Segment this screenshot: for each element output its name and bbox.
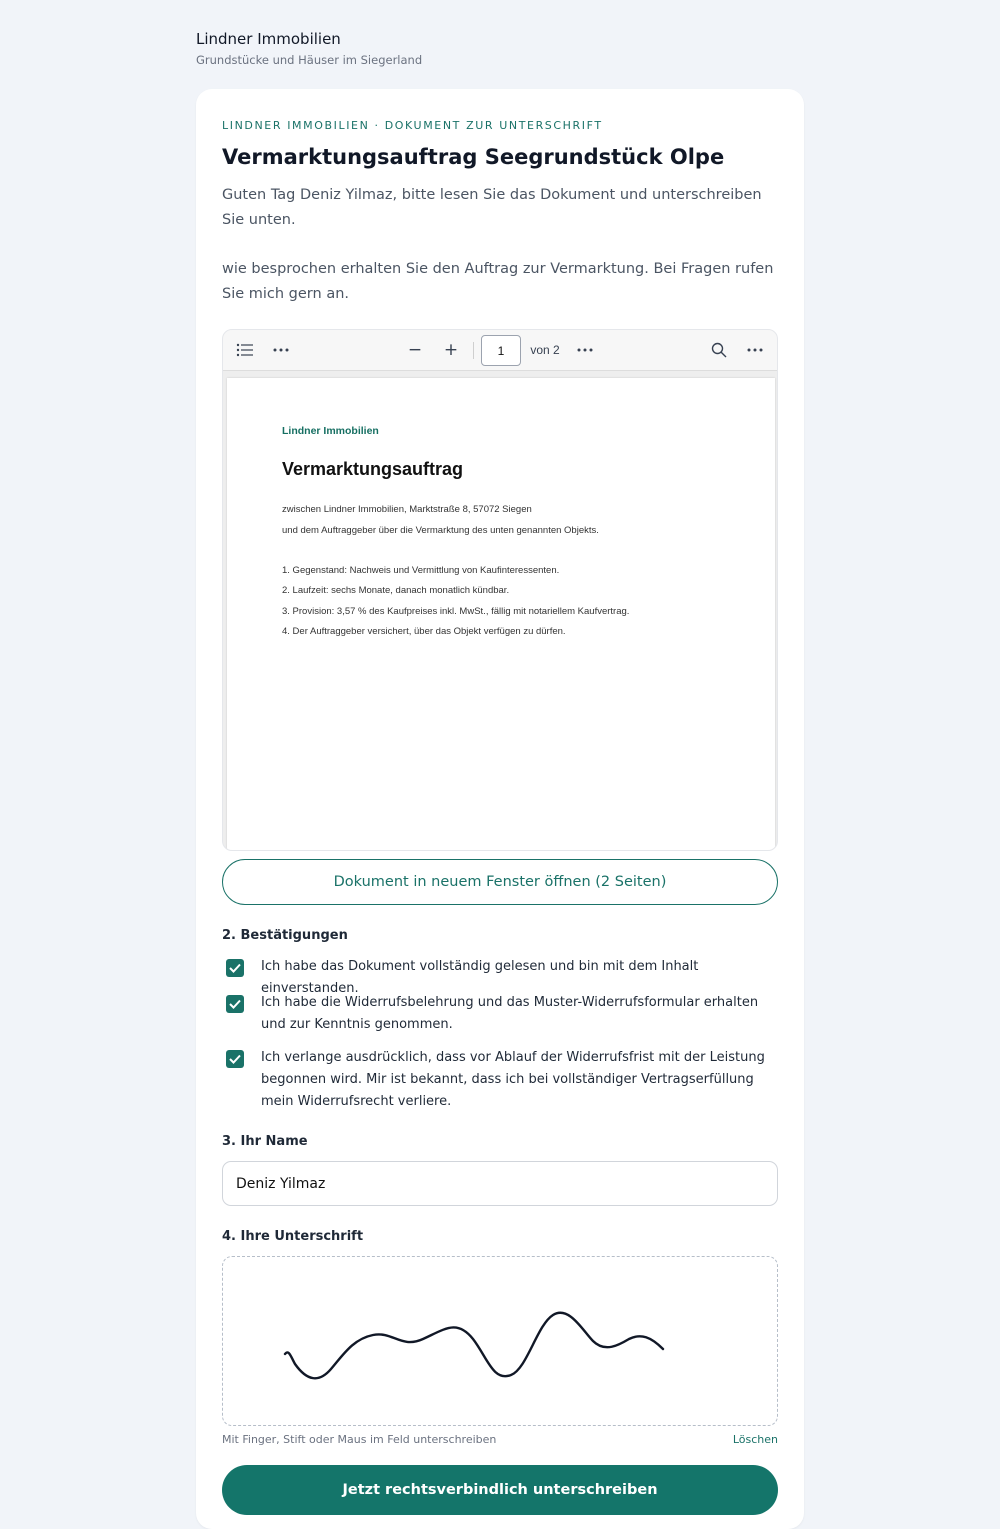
toolbar-divider bbox=[473, 342, 474, 359]
page-number-input[interactable]: 1 bbox=[481, 335, 521, 366]
name-input[interactable] bbox=[222, 1161, 778, 1206]
pdf-title: Vermarktungsauftrag bbox=[282, 459, 464, 479]
brand-tagline: Grundstücke und Häuser im Siegerland bbox=[196, 53, 423, 67]
pdf-clause: 2. Laufzeit: sechs Monate, danach monatlich kündbar. bbox=[282, 585, 510, 596]
pdf-toolbar bbox=[223, 330, 777, 371]
checkmark-icon bbox=[229, 999, 241, 1009]
pdf-parties-line: zwischen Lindner Immobilien, Marktstraße 8, 57072 Siegen bbox=[282, 504, 532, 515]
signing-card bbox=[196, 89, 804, 1529]
checkbox-checked[interactable] bbox=[226, 959, 244, 977]
signature-hint: Mit Finger, Stift oder Maus im Feld unterschreiben bbox=[222, 1433, 497, 1446]
pdf-clause: 4. Der Auftraggeber versichert, über das Objekt verfügen zu dürfen. bbox=[282, 626, 566, 637]
zoom-out-button[interactable]: − bbox=[407, 340, 423, 360]
brand-name: Lindner Immobilien bbox=[196, 30, 341, 48]
more-horizontal-icon[interactable] bbox=[739, 330, 771, 370]
pdf-parties-line: und dem Auftraggeber über die Vermarktung des unten genannten Objekts. bbox=[282, 525, 599, 536]
confirmation-label: Ich verlange ausdrücklich, dass vor Ablauf der Widerrufsfrist mit der Leistung begonnen wird. Mir ist bekannt, dass ich bei vollständiger Vertragserfüllung mein Widerrufsrecht verliere. bbox=[261, 1050, 765, 1109]
pdf-clause: 1. Gegenstand: Nachweis und Vermittlung von Kaufinteressenten. bbox=[282, 565, 560, 576]
confirmation-label: Ich habe die Widerrufsbelehrung und das Muster-Widerrufsformular erhalten und zur Kenntnis genommen. bbox=[261, 995, 759, 1032]
pdf-page bbox=[227, 378, 775, 851]
intro-text: Guten Tag Deniz Yilmaz, bitte lesen Sie das Dokument und unterschreiben Sie unten. bbox=[222, 187, 762, 228]
confirmation-label: Ich habe das Dokument vollständig gelesen und bin mit dem Inhalt einverstanden. bbox=[261, 959, 699, 996]
checkmark-icon bbox=[229, 963, 241, 973]
name-heading: 3. Ihr Name bbox=[222, 1134, 308, 1149]
more-horizontal-icon[interactable] bbox=[265, 330, 297, 370]
open-document-button[interactable]: Dokument in neuem Fenster öffnen (2 Seiten) bbox=[222, 859, 778, 905]
checkbox-checked[interactable] bbox=[226, 1050, 244, 1068]
card-eyebrow: LINDNER IMMOBILIEN · DOKUMENT ZUR UNTERSCHRIFT bbox=[222, 119, 603, 132]
signature-pad[interactable] bbox=[222, 1256, 778, 1426]
sender-message: wie besprochen erhalten Sie den Auftrag zur Vermarktung. Bei Fragen rufen Sie mich gern an. bbox=[222, 261, 774, 302]
list-icon[interactable] bbox=[229, 330, 261, 370]
search-icon[interactable] bbox=[703, 330, 735, 370]
clear-signature-link[interactable]: Löschen bbox=[732, 1433, 778, 1446]
signature-heading: 4. Ihre Unterschrift bbox=[222, 1229, 364, 1244]
pdf-viewer bbox=[222, 329, 778, 851]
signature-stroke bbox=[223, 1257, 779, 1427]
zoom-in-button[interactable]: + bbox=[443, 340, 459, 360]
submit-signature-button[interactable]: Jetzt rechtsverbindlich unterschreiben bbox=[222, 1465, 778, 1515]
checkmark-icon bbox=[229, 1054, 241, 1064]
checkbox-checked[interactable] bbox=[226, 995, 244, 1013]
confirmation-item[interactable] bbox=[226, 994, 778, 1036]
confirmations-heading: 2. Bestätigungen bbox=[222, 928, 348, 943]
page-title: Vermarktungsauftrag Seegrundstück Olpe bbox=[222, 145, 725, 169]
page-total: von 2 bbox=[530, 343, 560, 357]
brand-header bbox=[196, 30, 422, 67]
pdf-brand: Lindner Immobilien bbox=[282, 425, 379, 437]
confirmation-item[interactable] bbox=[226, 1049, 778, 1113]
pdf-clause: 3. Provision: 3,57 % des Kaufpreises inkl. MwSt., fällig mit notariellem Kaufvertrag. bbox=[282, 606, 630, 617]
more-horizontal-icon[interactable] bbox=[569, 330, 601, 370]
